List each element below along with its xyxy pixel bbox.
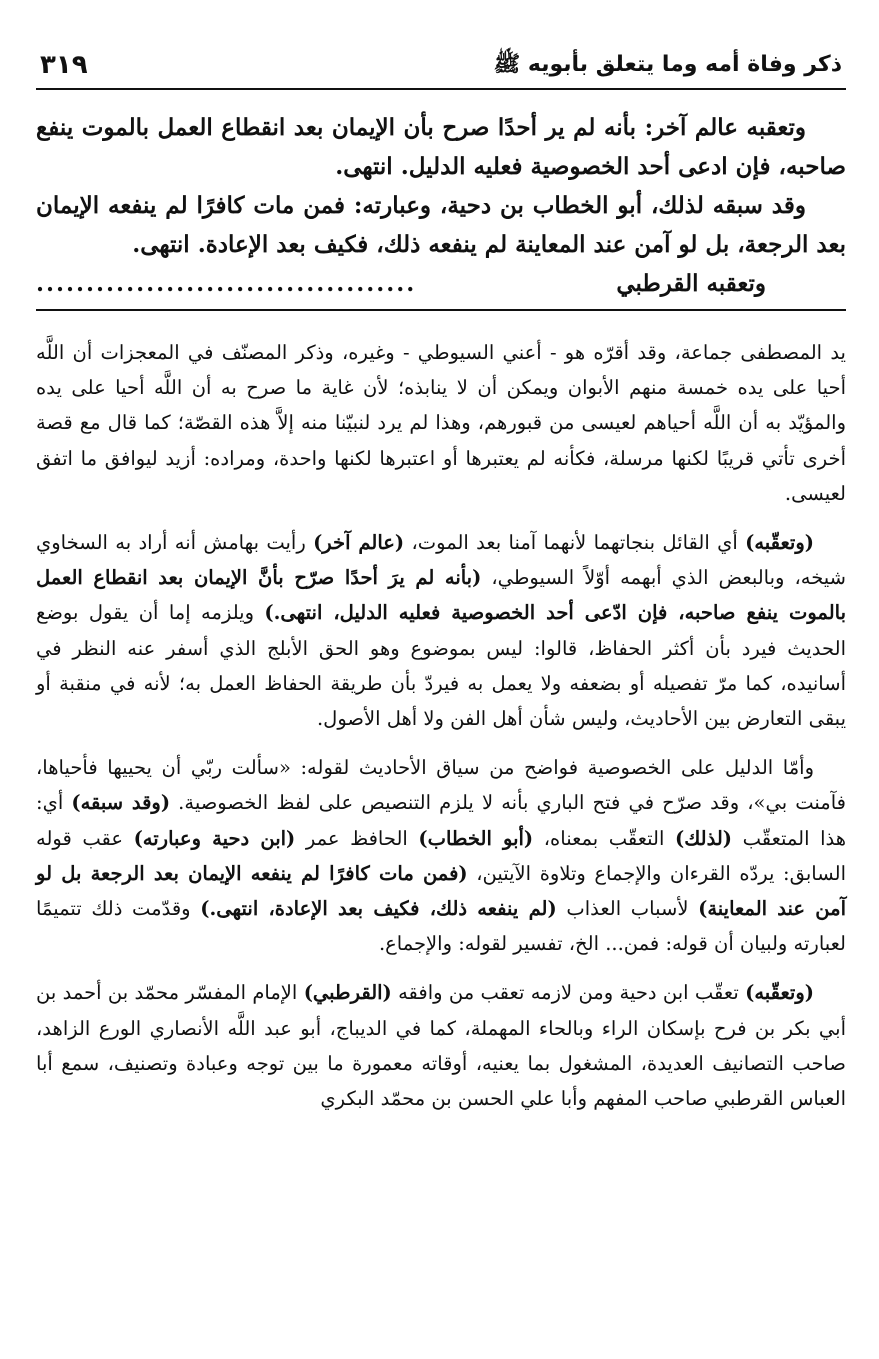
- emphasized-text: (لذلك): [674, 826, 732, 850]
- header-rule: [36, 88, 846, 90]
- running-header: [36, 44, 846, 82]
- running-title: ذكر وفاة أمه وما يتعلق بأبويه ﷺ: [493, 52, 842, 77]
- continuation-line: [36, 264, 846, 303]
- emphasized-text: (وتعقّبه): [745, 981, 815, 1005]
- commentary-paragraph: [36, 750, 846, 961]
- text-run: التعقّب بمعناه،: [533, 826, 675, 850]
- page-number: ٣١٩: [40, 50, 88, 80]
- emphasized-text: (عالم آخر): [313, 531, 405, 555]
- text-run: أي: هذا المتعقّب: [36, 791, 847, 850]
- text-run: أي القائل بنجاتهما لأنهما آمنا بعد الموت،: [404, 531, 746, 555]
- emphasized-text: (أبو الخطاب): [418, 826, 534, 850]
- text-run: رأيت بهامش أنه أراد به السخاوي شيخه، وبالبعض الذي أبهمه أوّلاً السيوطي،: [36, 531, 847, 590]
- text-run: عقب قوله السابق: يردّه القرءان والإجماع وتلاوة الآيتين،: [36, 826, 846, 885]
- text-run: تعقّب ابن دحية ومن لازمه تعقب من وافقه: [391, 981, 746, 1005]
- section-divider: [36, 309, 846, 311]
- emphasized-text: (القرطبي): [303, 981, 392, 1005]
- commentary-text: [36, 335, 846, 1116]
- main-paragraph: وقد سبقه لذلك، أبو الخطاب بن دحية، وعبارته: فمن مات كافرًا لم ينفعه الإيمان بعد الرجعة، بل لو آمن عند المعاينة لم ينفعه ذلك، فكيف بعد الإعادة. انتهى.: [36, 192, 846, 258]
- main-paragraph: وتعقبه القرطبي: [616, 270, 766, 297]
- commentary-paragraph: يد المصطفى جماعة، وقد أقرّه هو - أعني السيوطي - وغيره، وذكر المصنّف في المعجزات أن اللَّه أحيا على يده خمسة منهم الأبوان ويمكن أن لا ينابذه؛ لأن غاية ما صرح به أن اللَّه أحيا على يده والمؤيّد به أن اللَّه أحياهم لعيسى من قبورهم، وهذا لم يرد لنبيّنا منه إلاَّ هذه القصّة؛ كما قال مع قصة أخرى تأتي قريبًا لكنها مرسلة، فكأنه لم يعتبرها أو اعتبرها لكنها واحدة، ومراده: أزيد ليوافق ما اتفق لعيسى.: [36, 341, 846, 505]
- text-run: ويلزمه إما أن يقول بوضع الحديث فيرد بأن أكثر الحفاظ، قالوا: ليس بموضوع وهو الحق الأبلج الذي أسفر عنه النظر في أسانيده، كما مرّ تفصيله أو بضعفه ولا يعمل به فيردّ بأن طريقة الحفاظ العمل به؛ لأنه في منقبة أو يبقى التعارض بين الأحاديث، وليس شأن أهل الفن ولا أهل الأصول.: [36, 601, 846, 731]
- text-run: الحافظ عمر: [295, 826, 419, 850]
- emphasized-text: (وتعقّبه): [745, 531, 815, 555]
- book-page: [36, 44, 846, 1130]
- emphasized-text: (ابن دحية وعبارته): [133, 826, 296, 850]
- main-text: [36, 108, 846, 303]
- main-paragraph: وتعقبه عالم آخر: بأنه لم ير أحدًا صرح بأن الإيمان بعد انقطاع العمل بالموت ينفع صاحبه، فإن ادعى أحد الخصوصية فعليه الدليل. انتهى.: [36, 114, 846, 180]
- text-run: الإمام المفسّر محمّد بن أحمد بن أبي بكر بن فرح بإسكان الراء وبالحاء المهملة، كما في الديباج، أبو عبد اللَّه الأنصاري الورع الزاهد، صاحب التصانيف العديدة، المشغول بما يعنيه، أوقاته معمورة ما بين توجه وعبادة وتصنيف، سمع أبا العباس القرطبي صاحب المفهم وأبا علي الحسن بن محمّد البكري: [36, 981, 846, 1111]
- continuation-dots: ......................................: [36, 270, 417, 297]
- emphasized-text: (فمن مات كافرًا لم ينفعه الإيمان بعد الرجعة بل لو آمن عند المعاينة): [36, 861, 847, 921]
- emphasized-text: (لم ينفعه ذلك، فكيف بعد الإعادة، انتهى.): [200, 897, 557, 921]
- commentary-paragraph: [36, 975, 846, 1116]
- text-run: لأسباب العذاب: [556, 897, 699, 921]
- emphasized-text: (بأنه لم يرَ أحدًا صرّح بأنَّ الإيمان بعد انقطاع العمل بالموت ينفع صاحبه، فإن ادّعى أحد الخصوصية فعليه الدليل، انتهى.): [36, 566, 847, 625]
- text-run: وقدّمت ذلك تتميمًا لعبارته ولبيان أن قوله: فمن... الخ، تفسير لقوله: والإجماع.: [36, 897, 846, 956]
- commentary-paragraph: [36, 525, 846, 736]
- text-run: وأمّا الدليل على الخصوصية فواضح من سياق الأحاديث لقوله: «سألت ربّي أن يحييها فأحياها، فآمنت بي»، وقد صرّح في فتح الباري بأنه لا يلزم التنصيص على لفظ الخصوصية.: [36, 756, 847, 815]
- emphasized-text: (وقد سبقه): [71, 791, 171, 815]
